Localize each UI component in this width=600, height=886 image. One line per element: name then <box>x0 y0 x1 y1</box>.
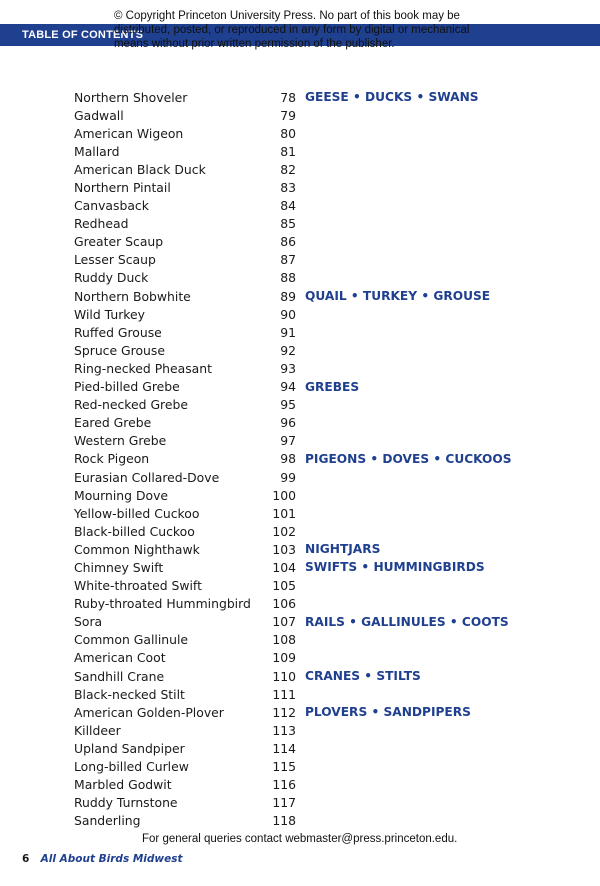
toc-entry-page: 97 <box>280 433 296 449</box>
toc-entry-name: Gadwall <box>74 107 124 123</box>
toc-row <box>74 88 512 106</box>
toc-entry-page: 93 <box>280 360 296 376</box>
toc-row <box>74 739 512 757</box>
toc-row <box>74 233 512 251</box>
toc-entry-page: 114 <box>272 740 296 756</box>
toc-entry-name: Northern Shoveler <box>74 89 188 105</box>
toc-entry-name: Mourning Dove <box>74 487 169 503</box>
toc-entry-page: 83 <box>280 180 296 196</box>
book-title: All About Birds Midwest <box>40 853 183 865</box>
toc-row <box>74 540 512 558</box>
toc-entry-name: Western Grebe <box>74 433 167 449</box>
toc-row <box>74 178 512 196</box>
toc-entry-page: 85 <box>280 216 296 232</box>
toc-entry-page: 113 <box>272 722 296 738</box>
toc-entry-name: Northern Pintail <box>74 180 171 196</box>
toc-entry-name: Ruddy Duck <box>74 270 149 286</box>
toc-row <box>74 613 512 631</box>
contact-notice: For general queries contact webmaster@press.princeton.edu. <box>142 833 458 845</box>
toc-entry-page: 82 <box>280 161 296 177</box>
toc-row <box>74 124 512 142</box>
toc-entry-page: 106 <box>272 596 296 612</box>
toc-section-heading: QUAIL • TURKEY • GROUSE <box>305 289 491 304</box>
toc-entry-page: 84 <box>280 198 296 214</box>
toc-row <box>74 323 512 341</box>
toc-row <box>74 486 512 504</box>
toc-entry-page: 99 <box>280 469 296 485</box>
toc-entry-name: Sandhill Crane <box>74 668 165 684</box>
toc-entry-name: Mallard <box>74 143 120 159</box>
toc-entry-name: Common Gallinule <box>74 632 189 648</box>
toc-row <box>74 667 512 685</box>
toc-row <box>74 378 512 396</box>
toc-entry-name: Greater Scaup <box>74 234 164 250</box>
toc-row <box>74 794 512 812</box>
toc-entry-name: Red-necked Grebe <box>74 397 188 413</box>
toc-entry-page: 88 <box>280 270 296 286</box>
toc-section-heading: PLOVERS • SANDPIPERS <box>305 705 471 720</box>
toc-row <box>74 432 512 450</box>
copyright-notice: © Copyright Princeton University Press. No part of this book may be distributed, posted, or reproduced in any form by digital or mechanical means without prior written permission of the publisher. <box>114 10 470 50</box>
toc-entry-name: American Golden-Plover <box>74 704 224 720</box>
toc-entry-name: Ring-necked Pheasant <box>74 360 212 376</box>
toc-row <box>74 595 512 613</box>
toc-entry-page: 117 <box>272 795 296 811</box>
toc-entry-page: 79 <box>280 107 296 123</box>
toc-row <box>74 305 512 323</box>
toc-row <box>74 215 512 233</box>
toc-entry-page: 109 <box>272 650 296 666</box>
toc-entry-name: Sanderling <box>74 813 141 829</box>
toc-entry-page: 87 <box>280 252 296 268</box>
toc-row <box>74 649 512 667</box>
toc-entry-page: 110 <box>272 668 296 684</box>
toc-entry-name: Marbled Godwit <box>74 777 172 793</box>
toc-entry-page: 78 <box>280 89 296 105</box>
toc-row <box>74 685 512 703</box>
toc-entry-name: Lesser Scaup <box>74 252 156 268</box>
toc-entry-page: 104 <box>272 559 296 575</box>
toc-row <box>74 757 512 775</box>
toc-row <box>74 160 512 178</box>
toc-entry-page: 80 <box>280 125 296 141</box>
toc-row <box>74 812 512 830</box>
toc-row <box>74 721 512 739</box>
toc-entry-name: American Wigeon <box>74 125 184 141</box>
toc-entry-page: 90 <box>280 306 296 322</box>
toc-entry-name: American Black Duck <box>74 161 206 177</box>
toc-entry-name: Wild Turkey <box>74 306 145 322</box>
toc-row <box>74 396 512 414</box>
toc-row <box>74 359 512 377</box>
toc-entry-name: Yellow-billed Cuckoo <box>74 505 200 521</box>
toc-row <box>74 577 512 595</box>
toc-entry-page: 112 <box>272 704 296 720</box>
toc-section-heading: SWIFTS • HUMMINGBIRDS <box>305 560 485 575</box>
toc-entry-page: 101 <box>272 505 296 521</box>
toc-entry-page: 98 <box>280 451 296 467</box>
toc-entry-name: Common Nighthawk <box>74 541 200 557</box>
toc-entry-name: Rock Pigeon <box>74 451 150 467</box>
toc-entry-name: Redhead <box>74 216 129 232</box>
toc-row <box>74 522 512 540</box>
page-number: 6 <box>22 853 30 865</box>
toc-entry-page: 103 <box>272 541 296 557</box>
toc-entry-page: 108 <box>272 632 296 648</box>
toc-row <box>74 142 512 160</box>
toc-entry-name: White-throated Swift <box>74 578 202 594</box>
toc-entry-name: Upland Sandpiper <box>74 740 185 756</box>
toc-entry-name: Ruffed Grouse <box>74 324 162 340</box>
toc-section-heading: RAILS • GALLINULES • COOTS <box>305 614 509 629</box>
toc-entry-name: Chimney Swift <box>74 559 164 575</box>
toc-entry-page: 89 <box>280 288 296 304</box>
toc-entry-name: Eurasian Collared-Dove <box>74 469 220 485</box>
toc-entry-name: Spruce Grouse <box>74 342 165 358</box>
toc-entry-name: Black-billed Cuckoo <box>74 523 195 539</box>
toc-entry-page: 95 <box>280 397 296 413</box>
toc-entry-page: 96 <box>280 415 296 431</box>
toc-entry-page: 107 <box>272 614 296 630</box>
toc-row <box>74 776 512 794</box>
toc-row <box>74 468 512 486</box>
toc-entry-name: Canvasback <box>74 198 149 214</box>
toc-row <box>74 106 512 124</box>
toc-row <box>74 197 512 215</box>
toc-entry-name: Ruddy Turnstone <box>74 795 178 811</box>
toc-entry-name: Killdeer <box>74 722 121 738</box>
toc-section-heading: GEESE • DUCKS • SWANS <box>305 90 479 105</box>
toc-row <box>74 251 512 269</box>
toc-entry-name: Ruby-throated Hummingbird <box>74 596 251 612</box>
toc-entry-page: 102 <box>272 523 296 539</box>
toc-entry-name: American Coot <box>74 650 166 666</box>
toc-entry-name: Sora <box>74 614 103 630</box>
toc-entry-page: 111 <box>272 686 296 702</box>
toc-row <box>74 287 512 305</box>
toc-entry-page: 118 <box>272 813 296 829</box>
toc-section-heading: GREBES <box>305 379 360 394</box>
toc-row <box>74 414 512 432</box>
toc-entry-page: 92 <box>280 342 296 358</box>
toc-row <box>74 631 512 649</box>
toc-row <box>74 504 512 522</box>
toc-row <box>74 341 512 359</box>
toc-section-heading: NIGHTJARS <box>305 542 381 557</box>
toc-section-heading: PIGEONS • DOVES • CUCKOOS <box>305 451 512 466</box>
toc-entry-page: 105 <box>272 578 296 594</box>
toc-entry-page: 91 <box>280 324 296 340</box>
toc-section-heading: CRANES • STILTS <box>305 669 421 684</box>
toc-entry-page: 94 <box>280 379 296 395</box>
toc-entry-name: Black-necked Stilt <box>74 686 185 702</box>
toc-entry-page: 100 <box>272 487 296 503</box>
toc-entry-page: 86 <box>280 234 296 250</box>
table-of-contents <box>74 88 512 830</box>
toc-entry-name: Northern Bobwhite <box>74 288 191 304</box>
toc-entry-page: 116 <box>272 777 296 793</box>
toc-entry-page: 115 <box>272 759 296 775</box>
toc-row <box>74 703 512 721</box>
toc-entry-name: Eared Grebe <box>74 415 152 431</box>
toc-entry-name: Pied-billed Grebe <box>74 379 180 395</box>
page-footer <box>22 853 183 865</box>
toc-row <box>74 558 512 576</box>
toc-entry-page: 81 <box>280 143 296 159</box>
toc-row <box>74 450 512 468</box>
toc-entry-name: Long-billed Curlew <box>74 759 189 775</box>
section-label: TABLE OF CONTENTS <box>22 29 144 41</box>
toc-row <box>74 269 512 287</box>
